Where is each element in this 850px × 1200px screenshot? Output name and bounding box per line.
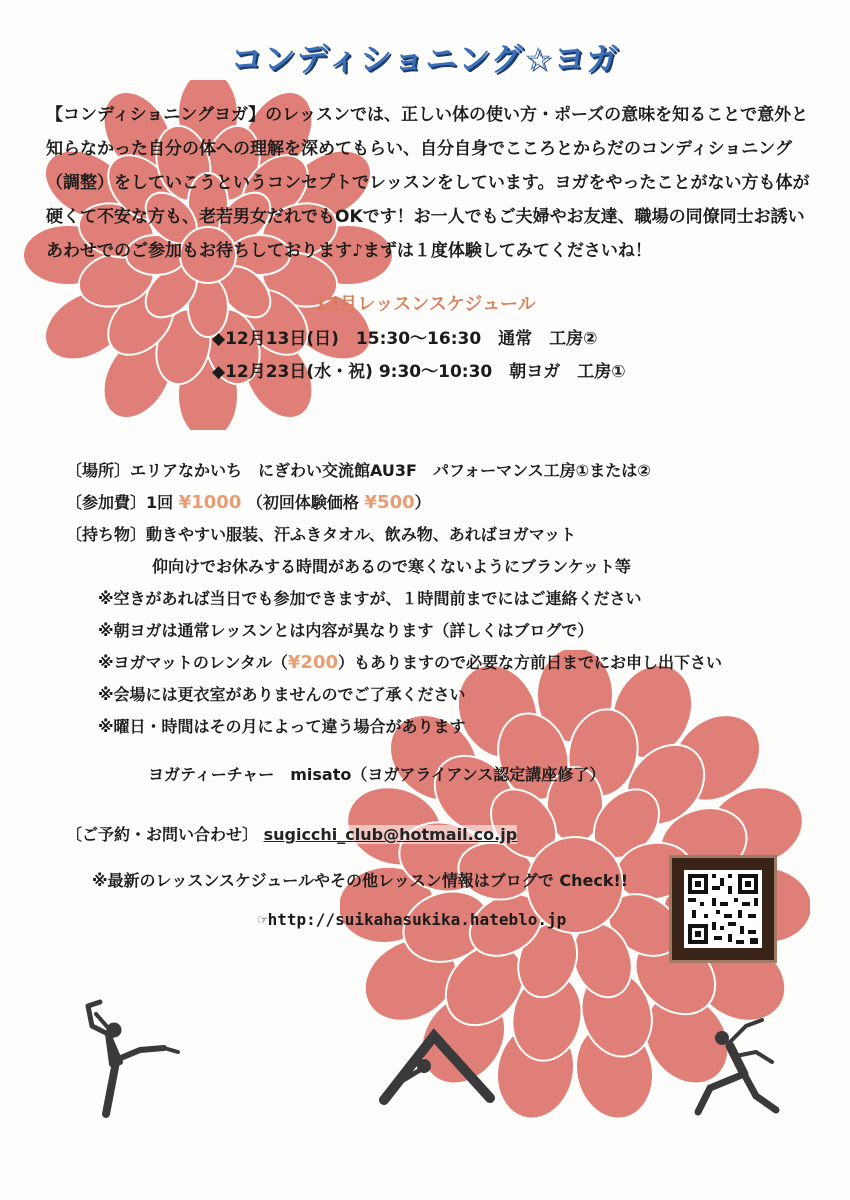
contact-line bbox=[66, 822, 517, 845]
schedule-heading: 12月レッスンスケジュール bbox=[314, 294, 536, 315]
intro-paragraph: 【コンディショニングヨガ】のレッスンでは、正しい体の使い方・ポーズの意味を知ることで意外と知らなかった自分の体への理解を深めてもらい、自分自身でこころとからだのコンディショニング（調整）をしていこうというコンセプトでレッスンをしています。ヨガをやったことがない方も体が硬くて不安な方も、老若男女だれでもOKです！お一人でもご夫婦やお友達、職場の同僚同士お誘いあわせでのご参加もお待ちしております♪まずは１度体験してみてくださいね！ bbox=[46, 105, 810, 261]
page-title: コンディショニング☆ヨガ bbox=[230, 40, 620, 78]
contact-label: 〔ご予約・お問い合わせ〕 bbox=[66, 825, 259, 844]
yoga-lunge-pose-icon bbox=[680, 1012, 790, 1122]
fee-line bbox=[66, 490, 431, 513]
rental-price: ¥200 bbox=[287, 652, 338, 673]
note-line bbox=[98, 650, 722, 673]
yoga-dancer-pose-icon bbox=[66, 992, 196, 1122]
place-line: 〔場所〕エリアなかいち にぎわい交流館AU3F パフォーマンス工房①または② bbox=[66, 461, 651, 480]
fee-suffix: ） bbox=[414, 493, 431, 512]
qr-code-frame bbox=[672, 858, 774, 960]
note-line: ※曜日・時間はその月によって違う場合があります bbox=[98, 717, 466, 736]
note-line: ※空きがあれば当日でも参加できますが、１時間前までにはご連絡ください bbox=[98, 589, 642, 608]
schedule-item: ◆12月13日(日) 15:30〜16:30 通常 工房② bbox=[212, 329, 598, 349]
fee-prefix: 〔参加費〕1回 bbox=[66, 493, 174, 512]
teacher-line: ヨガティーチャー misato（ヨガアライアンス認定講座修了） bbox=[148, 765, 606, 784]
qr-code-icon bbox=[684, 870, 762, 948]
note-rental-suffix: ）もありますので必要な方前日までにお申し出下さい bbox=[338, 653, 723, 672]
yoga-downward-dog-icon bbox=[372, 1020, 512, 1110]
fee-trial-price: ¥500 bbox=[364, 492, 415, 513]
contact-email-link[interactable]: sugicchi_club@hotmail.co.jp bbox=[263, 825, 518, 844]
fee-price: ¥1000 bbox=[178, 492, 242, 513]
fee-mid: （初回体験価格 bbox=[246, 493, 359, 512]
blog-url-link[interactable]: ☞http://suikahasukika.hateblo.jp bbox=[258, 910, 567, 929]
belongings-line-2: 仰向けでお休みする時間があるので寒くないようにブランケット等 bbox=[152, 557, 631, 576]
belongings-line: 〔持ち物〕動きやすい服装、汗ふきタオル、飲み物、あればヨガマット bbox=[66, 525, 577, 544]
schedule-item: ◆12月23日(水・祝) 9:30〜10:30 朝ヨガ 工房① bbox=[212, 362, 626, 382]
note-line: ※会場には更衣室がありませんのでご了承ください bbox=[98, 685, 466, 704]
blog-note: ※最新のレッスンスケジュールやその他レッスン情報はブログで Check!! bbox=[92, 871, 629, 890]
note-line: ※朝ヨガは通常レッスンとは内容が異なります（詳しくはブログで） bbox=[98, 621, 594, 640]
note-rental-prefix: ※ヨガマットのレンタル（ bbox=[98, 653, 288, 672]
